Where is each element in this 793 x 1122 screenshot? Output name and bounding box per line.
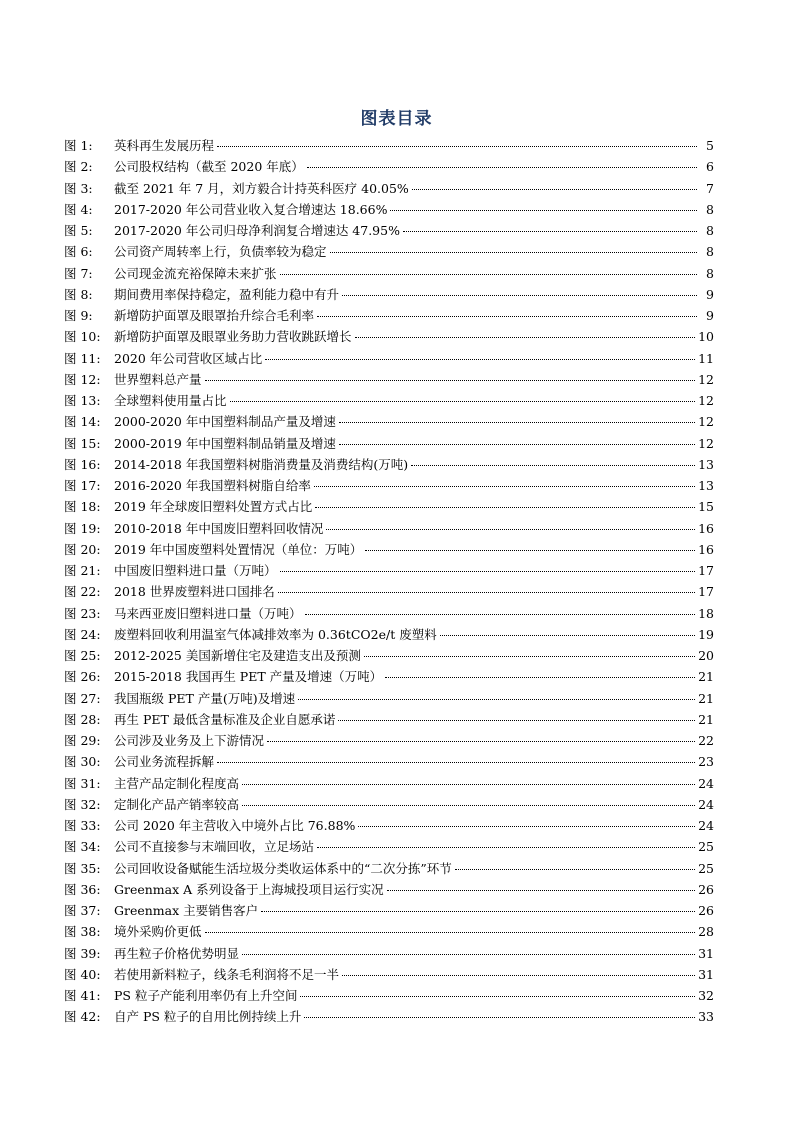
- dot-leader: [315, 507, 695, 508]
- page-number: 32: [698, 988, 714, 1003]
- dot-leader: [364, 656, 695, 657]
- toc-entry[interactable]: [64, 688, 714, 709]
- figure-number: 图 31:: [64, 775, 101, 791]
- dot-leader: [390, 210, 697, 211]
- toc-entry[interactable]: [64, 305, 714, 326]
- dot-leader: [342, 975, 695, 976]
- dot-leader: [412, 189, 697, 190]
- toc-entry[interactable]: [64, 943, 714, 964]
- toc-entry[interactable]: [64, 900, 714, 921]
- figure-title: 2017-2020 年公司营业收入复合增速达 18.66%: [114, 201, 388, 217]
- toc-entry[interactable]: [64, 836, 714, 857]
- toc-entry[interactable]: [64, 603, 714, 624]
- page-number: 26: [698, 903, 714, 918]
- figure-number: 图 32:: [64, 796, 101, 812]
- figure-title: 截至 2021 年 7 月，刘方毅合计持英科医疗 40.05%: [114, 180, 409, 196]
- figure-title: 2014-2018 年我国塑料树脂消费量及消费结构(万吨): [114, 456, 409, 472]
- figure-number: 图 2:: [64, 159, 93, 175]
- figure-title: 2019 年中国废塑料处置情况（单位：万吨）: [114, 541, 363, 557]
- toc-entry[interactable]: [64, 581, 714, 602]
- toc-entry[interactable]: [64, 326, 714, 347]
- figure-title: 废塑料回收利用温室气体减排效率为 0.36tCO2e/t 废塑料: [114, 626, 437, 642]
- dot-leader: [317, 847, 695, 848]
- figure-number: 图 16:: [64, 456, 101, 472]
- figure-title: 2010-2018 年中国废旧塑料回收情况: [114, 520, 324, 536]
- page-number: 20: [698, 648, 714, 663]
- toc-entry[interactable]: [64, 773, 714, 794]
- toc-entry[interactable]: [64, 263, 714, 284]
- figure-number: 图 26:: [64, 669, 101, 685]
- page-number: 19: [698, 626, 714, 642]
- toc-entry[interactable]: [64, 815, 714, 836]
- page-number: 18: [698, 605, 714, 621]
- figure-number: 图 34:: [64, 839, 101, 855]
- page-number: 12: [698, 435, 714, 451]
- figure-title: 2015-2018 我国再生 PET 产量及增速（万吨）: [114, 669, 383, 685]
- figure-number: 图 27:: [64, 690, 101, 706]
- figure-title: 境外采购价更低: [114, 924, 202, 940]
- toc-entry[interactable]: [64, 348, 714, 369]
- page-number: 24: [698, 796, 714, 812]
- figure-number: 图 42:: [64, 1009, 101, 1025]
- figure-title: 主营产品定制化程度高: [114, 775, 240, 791]
- page-number: 33: [698, 1009, 714, 1025]
- toc-entry[interactable]: [64, 220, 714, 241]
- dot-leader: [304, 1017, 695, 1018]
- page-number: 31: [698, 945, 714, 961]
- page-number: 21: [698, 711, 714, 727]
- figure-title: 定制化产品产销率较高: [114, 796, 240, 812]
- page-number: 7: [706, 180, 714, 196]
- dot-leader: [267, 741, 695, 742]
- toc-entry[interactable]: [64, 369, 714, 390]
- dot-leader: [280, 571, 696, 572]
- dot-leader: [261, 911, 695, 912]
- figure-number: 图 9:: [64, 308, 93, 323]
- page-number: 11: [698, 350, 714, 366]
- page-number: 8: [706, 223, 714, 238]
- toc-entry[interactable]: [64, 560, 714, 581]
- figure-title: 公司现金流充裕保障未来扩张: [114, 265, 277, 281]
- dot-leader: [298, 699, 695, 700]
- dot-leader: [339, 422, 695, 423]
- dot-leader: [358, 826, 695, 827]
- figure-number: 图 25:: [64, 648, 101, 663]
- toc-entry[interactable]: [64, 135, 714, 156]
- toc-entry[interactable]: [64, 985, 714, 1006]
- figure-number: 图 17:: [64, 478, 101, 493]
- dot-leader: [217, 762, 695, 763]
- figure-number: 图 38:: [64, 924, 101, 940]
- page-number: 21: [698, 690, 714, 706]
- page-number: 13: [698, 456, 714, 472]
- toc-entry[interactable]: [64, 241, 714, 262]
- figure-number: 图 6:: [64, 244, 93, 260]
- dot-leader: [317, 316, 697, 317]
- dot-leader: [205, 380, 696, 381]
- toc-entry[interactable]: [64, 454, 714, 475]
- figure-number: 图 11:: [64, 350, 101, 366]
- figure-title: Greenmax 主要销售客户: [114, 903, 259, 918]
- figure-title: 2019 年全球废旧塑料处置方式占比: [114, 499, 313, 515]
- figure-title: 公司股权结构（截至 2020 年底）: [114, 159, 304, 175]
- dot-leader: [230, 401, 696, 402]
- page-number: 15: [698, 499, 714, 515]
- dot-leader: [280, 274, 697, 275]
- figure-number: 图 7:: [64, 265, 93, 281]
- toc-entry[interactable]: [64, 199, 714, 220]
- figure-title: 2016-2020 年我国塑料树脂自给率: [114, 478, 311, 493]
- page-number: 8: [706, 201, 714, 217]
- figure-number: 图 41:: [64, 988, 101, 1003]
- figure-title: PS 粒子产能利用率仍有上升空间: [114, 988, 298, 1003]
- page-number: 22: [698, 733, 714, 748]
- figure-number: 图 37:: [64, 903, 101, 918]
- toc-entry[interactable]: [64, 411, 714, 432]
- dot-leader: [242, 954, 695, 955]
- page-number: 26: [698, 881, 714, 897]
- figure-title: 2017-2020 年公司归母净利润复合增速达 47.95%: [114, 223, 400, 238]
- figure-title: 中国废旧塑料进口量（万吨）: [114, 563, 277, 578]
- page-number: 5: [706, 138, 714, 153]
- toc-entry[interactable]: [64, 178, 714, 199]
- figure-number: 图 13:: [64, 393, 101, 408]
- dot-leader: [440, 635, 695, 636]
- toc-entry[interactable]: [64, 879, 714, 900]
- page-number: 12: [698, 414, 714, 430]
- dot-leader: [278, 592, 695, 593]
- figure-number: 图 36:: [64, 881, 101, 897]
- figure-number: 图 39:: [64, 945, 101, 961]
- page-number: 10: [698, 329, 714, 345]
- toc-entry[interactable]: [64, 730, 714, 751]
- figure-title: 公司 2020 年主营收入中境外占比 76.88%: [114, 818, 356, 833]
- figure-title: 期间费用率保持稳定，盈利能力稳中有升: [114, 286, 340, 302]
- toc-entry[interactable]: [64, 433, 714, 454]
- figure-number: 图 23:: [64, 605, 101, 621]
- figure-title: 公司资产周转率上行，负债率较为稳定: [114, 244, 327, 260]
- page-number: 16: [698, 541, 714, 557]
- dot-leader: [455, 869, 695, 870]
- figure-title: 2012-2025 美国新增住宅及建造支出及预测: [114, 648, 361, 663]
- figure-number: 图 21:: [64, 563, 101, 578]
- page-number: 25: [698, 839, 714, 855]
- figure-number: 图 1:: [64, 138, 93, 153]
- figure-title: 再生 PET 最低含量标准及企业自愿承诺: [114, 711, 336, 727]
- figure-title: 2020 年公司营收区域占比: [114, 350, 263, 366]
- figure-title: 新增防护面罩及眼罩抬升综合毛利率: [114, 308, 315, 323]
- dot-leader: [403, 231, 697, 232]
- page-number: 8: [706, 265, 714, 281]
- figure-number: 图 19:: [64, 520, 101, 536]
- page-number: 24: [698, 775, 714, 791]
- dot-leader: [305, 614, 696, 615]
- page-number: 31: [698, 966, 714, 982]
- figure-title: 若使用新料粒子，线条毛利润将不足一半: [114, 966, 340, 982]
- figure-title: 英科再生发展历程: [114, 138, 215, 153]
- toc-entry[interactable]: [64, 518, 714, 539]
- page-number: 13: [698, 478, 714, 493]
- figure-number: 图 10:: [64, 329, 101, 345]
- page-title: 图表目录: [360, 109, 433, 129]
- figure-number: 图 30:: [64, 754, 101, 770]
- figure-title: 全球塑料使用量占比: [114, 393, 227, 408]
- figure-title: 2018 世界废塑料进口国排名: [114, 584, 275, 600]
- figure-number: 图 35:: [64, 860, 101, 876]
- figure-title: 新增防护面罩及眼罩业务助力营收跳跃增长: [114, 329, 352, 345]
- figure-number: 图 15:: [64, 435, 101, 451]
- dot-leader: [242, 805, 695, 806]
- page-number: 24: [698, 818, 714, 833]
- toc-entry[interactable]: [64, 539, 714, 560]
- figure-title: 2000-2020 年中国塑料制品产量及增速: [114, 414, 336, 430]
- dot-leader: [314, 486, 695, 487]
- figure-title: 公司业务流程拆解: [114, 754, 215, 770]
- toc-entry[interactable]: [64, 794, 714, 815]
- page-number: 23: [698, 754, 714, 770]
- toc-entry[interactable]: [64, 751, 714, 772]
- page-number: 9: [706, 308, 714, 323]
- figure-title: 马来西亚废旧塑料进口量（万吨）: [114, 605, 302, 621]
- dot-leader: [342, 295, 697, 296]
- figure-number: 图 20:: [64, 541, 101, 557]
- figure-title: 公司回收设备赋能生活垃圾分类收运体系中的“二次分拣”环节: [114, 860, 452, 876]
- figure-number: 图 24:: [64, 626, 101, 642]
- figure-title: 自产 PS 粒子的自用比例持续上升: [114, 1009, 302, 1025]
- toc-entry[interactable]: [64, 964, 714, 985]
- toc-entry[interactable]: [64, 666, 714, 687]
- dot-leader: [411, 465, 695, 466]
- dot-leader: [217, 146, 697, 147]
- toc-entry[interactable]: [64, 624, 714, 645]
- figure-number: 图 33:: [64, 818, 101, 833]
- page-number: 21: [698, 669, 714, 685]
- toc-entry[interactable]: [64, 858, 714, 879]
- figure-number: 图 4:: [64, 201, 93, 217]
- dot-leader: [387, 890, 695, 891]
- figure-title: 公司涉及业务及上下游情况: [114, 733, 265, 748]
- figure-title: 再生粒子价格优势明显: [114, 945, 240, 961]
- dot-leader: [355, 337, 696, 338]
- page-number: 12: [698, 371, 714, 387]
- page-number: 6: [706, 159, 714, 175]
- page-number: 8: [706, 244, 714, 260]
- figure-number: 图 14:: [64, 414, 101, 430]
- toc-entry[interactable]: [64, 709, 714, 730]
- page-number: 17: [698, 584, 714, 600]
- dot-leader: [338, 720, 695, 721]
- dot-leader: [300, 996, 695, 997]
- toc-entry[interactable]: [64, 921, 714, 942]
- dot-leader: [385, 677, 695, 678]
- dot-leader: [326, 529, 695, 530]
- page-number: 28: [698, 924, 714, 940]
- toc-entry[interactable]: [64, 156, 714, 177]
- dot-leader: [365, 550, 695, 551]
- page-number: 12: [698, 393, 714, 408]
- figure-number: 图 5:: [64, 223, 93, 238]
- figure-number: 图 22:: [64, 584, 101, 600]
- table-of-figures: [64, 135, 714, 1028]
- page-number: 25: [698, 860, 714, 876]
- figure-number: 图 3:: [64, 180, 93, 196]
- toc-entry[interactable]: [64, 496, 714, 517]
- figure-number: 图 28:: [64, 711, 101, 727]
- figure-title: Greenmax A 系列设备于上海城投项目运行实况: [114, 881, 384, 897]
- page-number: 17: [698, 563, 714, 578]
- page-number: 16: [698, 520, 714, 536]
- toc-entry[interactable]: [64, 390, 714, 411]
- dot-leader: [339, 444, 695, 445]
- toc-entry[interactable]: [64, 284, 714, 305]
- figure-number: 图 12:: [64, 371, 101, 387]
- page-number: 9: [706, 286, 714, 302]
- figure-number: 图 29:: [64, 733, 101, 748]
- figure-title: 公司不直接参与末端回收，立足场站: [114, 839, 315, 855]
- figure-number: 图 18:: [64, 499, 101, 515]
- figure-title: 我国瓶级 PET 产量(万吨)及增速: [114, 690, 296, 706]
- toc-entry[interactable]: [64, 1006, 714, 1027]
- dot-leader: [205, 932, 696, 933]
- figure-number: 图 40:: [64, 966, 101, 982]
- dot-leader: [242, 784, 695, 785]
- toc-entry[interactable]: [64, 475, 714, 496]
- figure-title: 2000-2019 年中国塑料制品销量及增速: [114, 435, 336, 451]
- dot-leader: [330, 252, 697, 253]
- figure-title: 世界塑料总产量: [114, 371, 202, 387]
- figure-number: 图 8:: [64, 286, 93, 302]
- dot-leader: [307, 167, 697, 168]
- toc-entry[interactable]: [64, 645, 714, 666]
- dot-leader: [265, 359, 695, 360]
